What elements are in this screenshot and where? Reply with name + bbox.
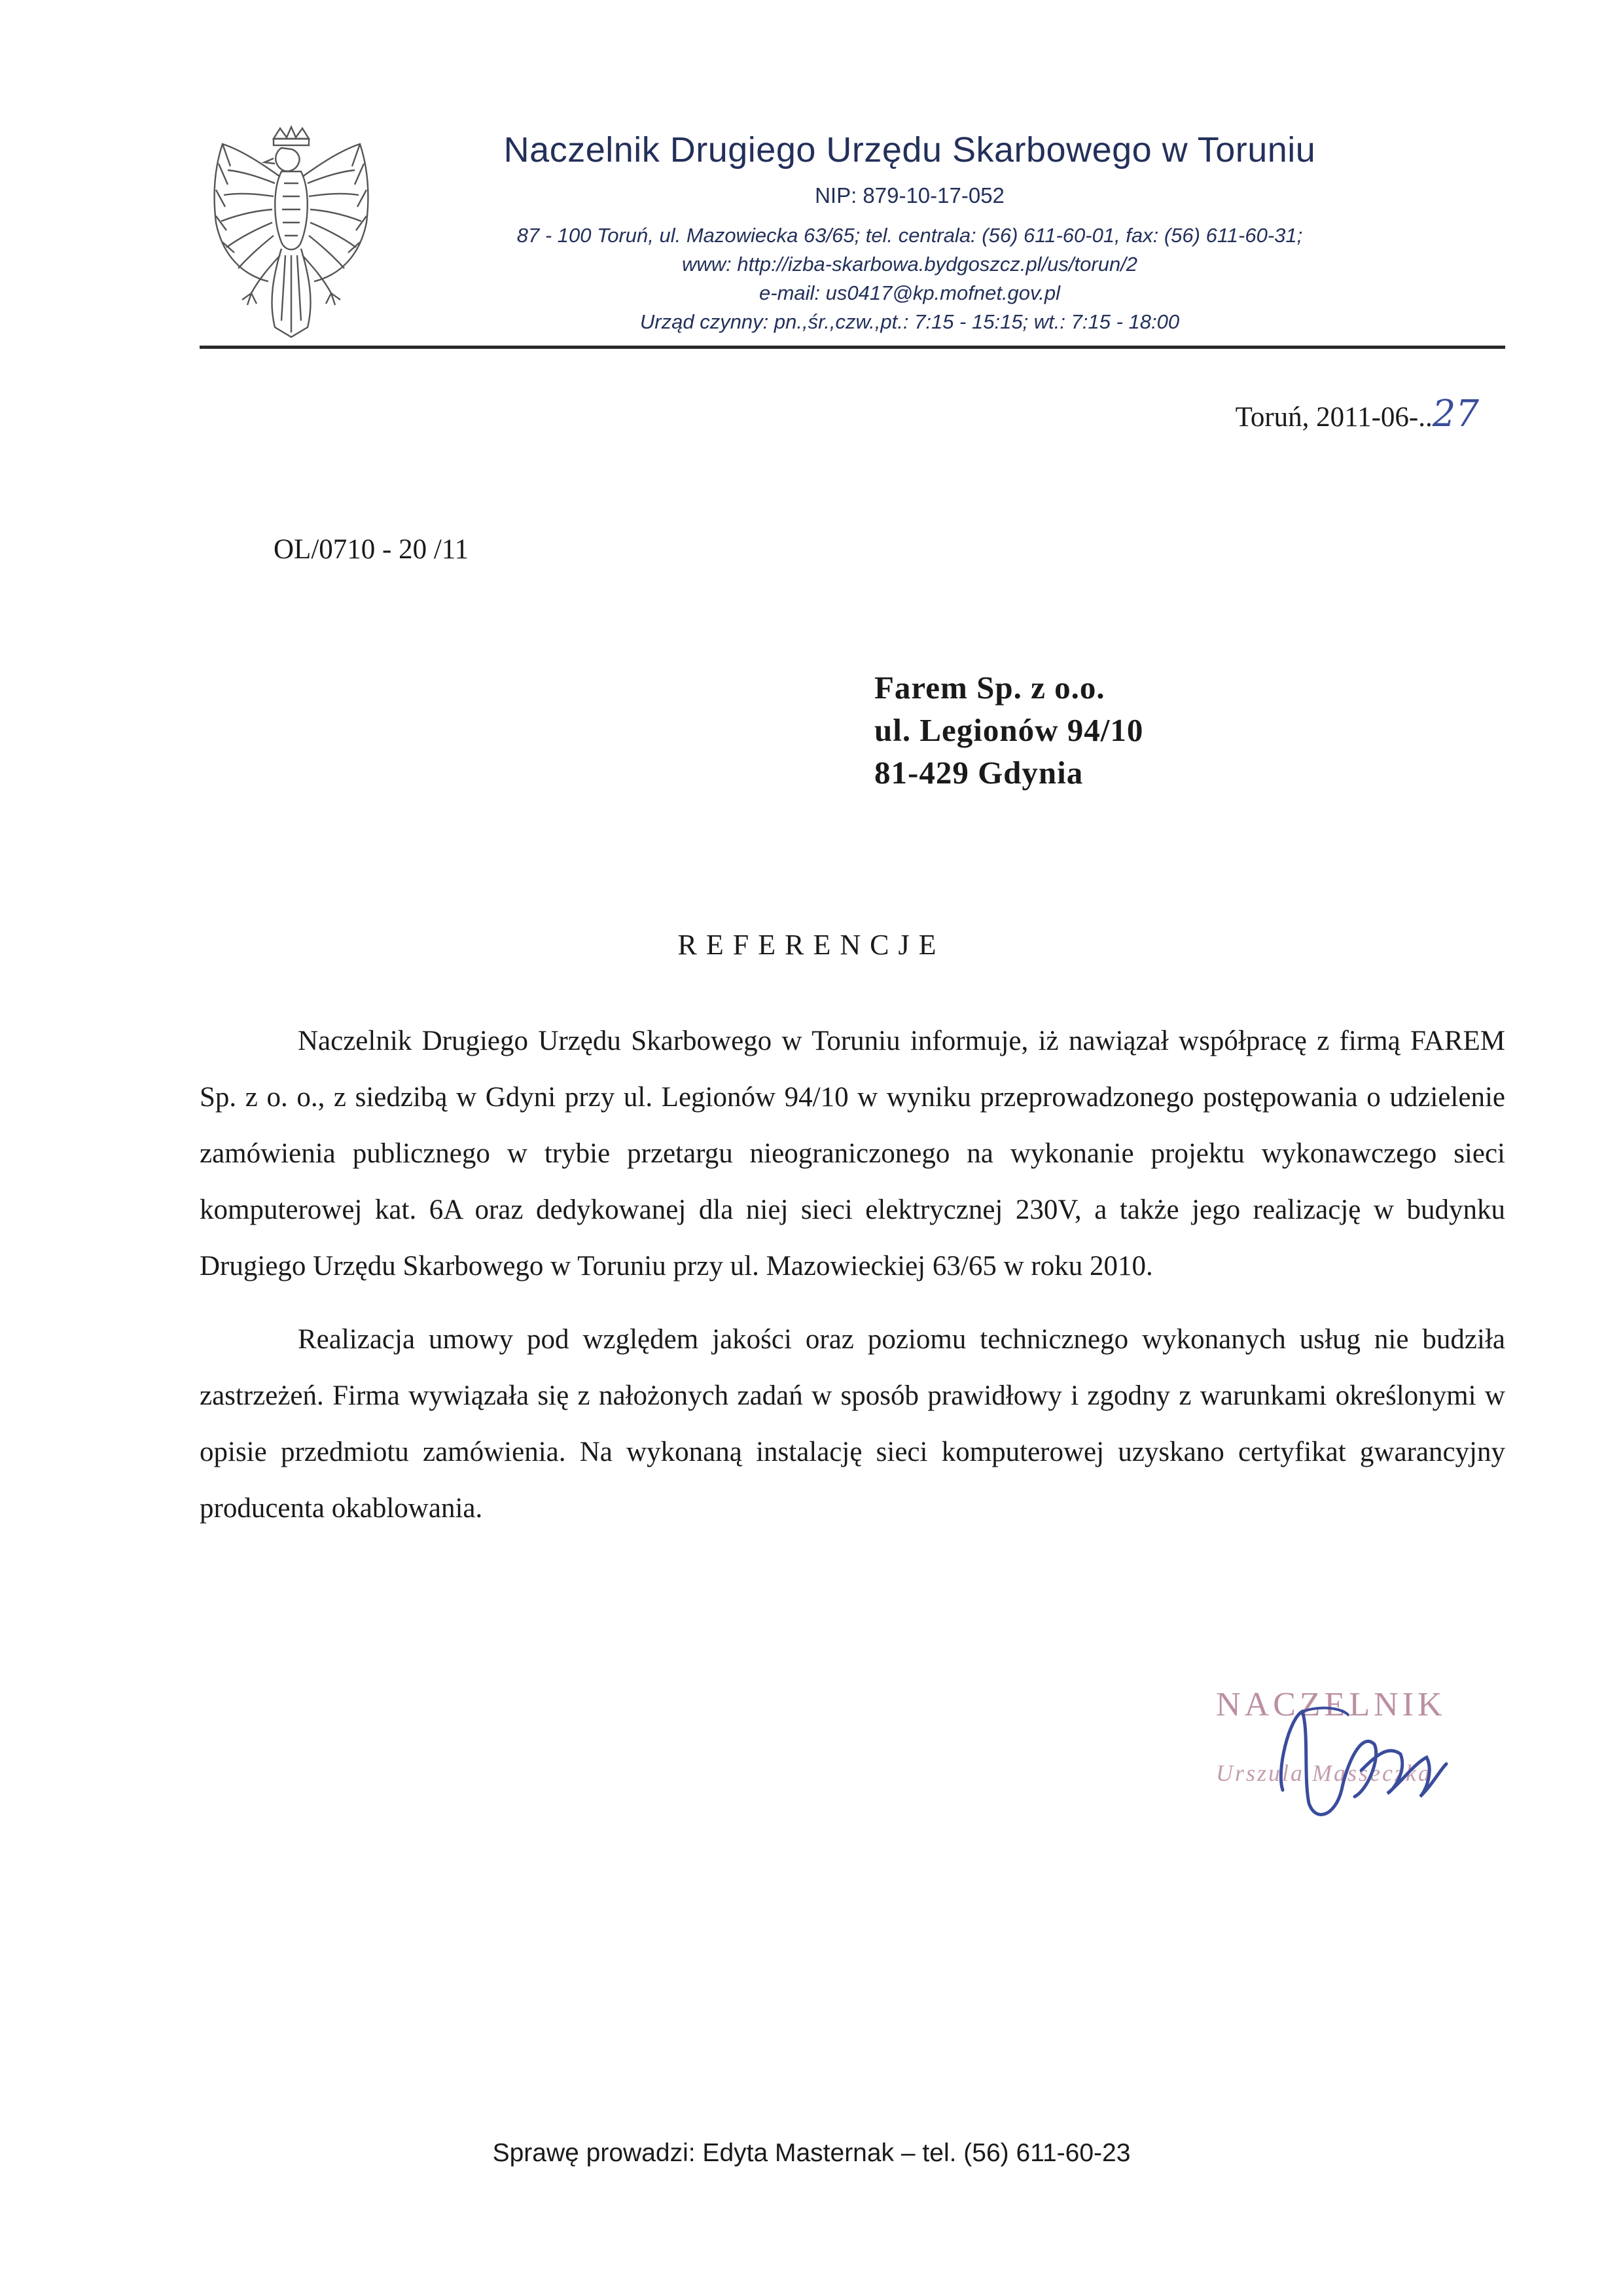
- polish-eagle-emblem-icon: [196, 124, 386, 353]
- official-stamp-name: Urszula Masseczka: [1216, 1760, 1432, 1786]
- reference-number: OL/0710 - 20 /11: [274, 534, 469, 565]
- header-divider: [200, 346, 1505, 349]
- date-handwritten-day: 27: [1432, 393, 1479, 435]
- letter-body: [200, 1013, 1505, 1537]
- official-stamp-title: NACZELNIK: [1216, 1686, 1446, 1723]
- recipient-city: 81-429 Gdynia: [874, 755, 1084, 791]
- issuer-title: Naczelnik Drugiego Urzędu Skarbowego w Toruniu: [503, 130, 1316, 170]
- document-heading: REFERENCJE: [677, 929, 946, 961]
- body-paragraph: Naczelnik Drugiego Urzędu Skarbowego w Toruniu informuje, iż nawiązał współpracę z firmą FAREM Sp. z o. o., z siedzibą w Gdyni przy ul. Legionów 94/10 w wyniku przeprowadzonego postępowania o udzielenie zamówienia publicznego w trybie przetargu nieograniczonego na wykonanie projektu wykonawczego sieci komputerowej kat. 6A oraz dedykowanej dla niej sieci elektrycznej 230V, a także jego realizację w budynku Drugiego Urzędu Skarbowego w Toruniu przy ul. Mazowieckiej 63/65 w roku 2010.: [200, 1026, 1505, 1282]
- issuer-nip: NIP: 879-10-17-052: [815, 183, 1005, 207]
- recipient-street: ul. Legionów 94/10: [874, 712, 1144, 748]
- case-handler-footer: Sprawę prowadzi: Edyta Masternak – tel. (56) 611-60-23: [492, 2139, 1131, 2167]
- handwritten-signature: [1263, 1692, 1453, 1829]
- letter-date: [1236, 393, 1479, 435]
- issuer-address-line: 87 - 100 Toruń, ul. Mazowiecka 63/65; tel. centrala: (56) 611-60-01, fax: (56) 611-60-31;: [516, 224, 1303, 247]
- body-paragraph: Realizacja umowy pod względem jakości oraz poziomu technicznego wykonanych usług nie budziła zastrzeżeń. Firma wywiązała się z nałożonych zadań w sposób prawidłowy i zgodny z warunkami określonymi w opisie przedmiotu zamówienia. Na wykonaną instalację sieci komputerowej uzyskano certyfikat gwarancyjny producenta okablowania.: [200, 1324, 1505, 1524]
- issuer-email-line: e-mail: us0417@kp.mofnet.gov.pl: [759, 281, 1060, 304]
- issuer-hours-line: Urząd czynny: pn.,śr.,czw.,pt.: 7:15 - 15:15; wt.: 7:15 - 18:00: [639, 310, 1180, 333]
- issuer-www-line: www: http://izba-skarbowa.bydgoszcz.pl/us/torun/2: [681, 253, 1138, 276]
- recipient-name: Farem Sp. z o.o.: [874, 670, 1105, 706]
- date-printed: Toruń, 2011-06-..: [1235, 402, 1433, 433]
